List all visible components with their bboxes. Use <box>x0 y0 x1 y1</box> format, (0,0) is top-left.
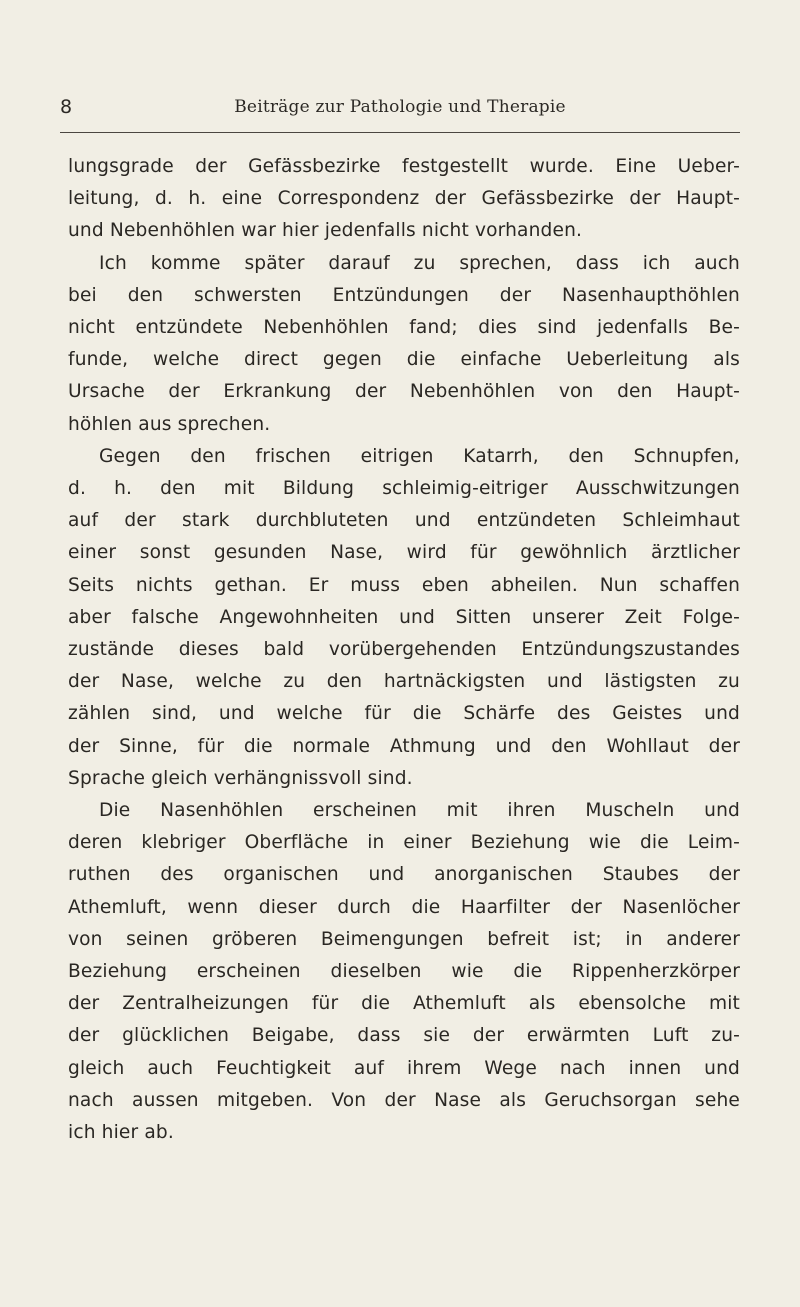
text-line: deren klebriger Oberfläche in einer Beziehung wie die Leim- <box>68 832 740 854</box>
text-line: zustände dieses bald vorübergehenden Entzündungszustandes <box>68 639 740 661</box>
paragraph <box>68 795 740 1149</box>
text-line: Beziehung erscheinen dieselben wie die Rippenherzkörper <box>68 961 740 983</box>
text-line: leitung, d. h. eine Correspondenz der Gefässbezirke der Haupt- <box>68 188 740 210</box>
text-line: nicht entzündete Nebenhöhlen fand; dies sind jedenfalls Be- <box>68 317 740 339</box>
text-line: höhlen aus sprechen. <box>68 413 271 435</box>
text-line: und Nebenhöhlen war hier jedenfalls nicht vorhanden. <box>68 220 583 242</box>
text-line: der Nase, welche zu den hartnäckigsten und lästigsten zu <box>68 671 740 693</box>
text-line: einer sonst gesunden Nase, wird für gewöhnlich ärztlicher <box>68 542 740 564</box>
text-line: Ich komme später darauf zu sprechen, dass ich auch <box>99 252 740 274</box>
page-header <box>60 96 740 130</box>
text-line: Athemluft, wenn dieser durch die Haarfilter der Nasenlöcher <box>68 896 740 918</box>
running-head: Beiträge zur Pathologie und Therapie <box>234 97 566 117</box>
text-line: d. h. den mit Bildung schleimig-eitriger Ausschwitzungen <box>68 478 740 500</box>
paragraph <box>68 248 740 441</box>
text-line: bei den schwersten Entzündungen der Nasenhaupthöhlen <box>68 284 740 306</box>
text-line: nach aussen mitgeben. Von der Nase als Geruchsorgan sehe <box>68 1089 740 1111</box>
text-line: Seits nichts gethan. Er muss eben abheilen. Nun schaffen <box>68 574 740 596</box>
paragraph <box>68 151 740 248</box>
text-line: ich hier ab. <box>68 1122 174 1144</box>
text-line: aber falsche Angewohnheiten und Sitten unserer Zeit Folge- <box>68 606 740 628</box>
text-line: ruthen des organischen und anorganischen Staubes der <box>68 864 740 886</box>
text-line: Sprache gleich verhängnissvoll sind. <box>68 767 413 789</box>
text-line: zählen sind, und welche für die Schärfe des Geistes und <box>68 703 740 725</box>
text-line: von seinen gröberen Beimengungen befreit ist; in anderer <box>68 928 740 950</box>
text-line: der Zentralheizungen für die Athemluft als ebensolche mit <box>68 993 740 1015</box>
text-line: gleich auch Feuchtigkeit auf ihrem Wege nach innen und <box>68 1057 740 1079</box>
text-line: der glücklichen Beigabe, dass sie der erwärmten Luft zu- <box>68 1025 740 1047</box>
paragraph <box>68 441 740 795</box>
text-line: Gegen den frischen eitrigen Katarrh, den Schnupfen, <box>99 445 740 467</box>
page-number: 8 <box>60 96 73 118</box>
text-line: auf der stark durchbluteten und entzündeten Schleimhaut <box>68 510 740 532</box>
text-line: lungsgrade der Gefässbezirke festgestellt wurde. Eine Ueber- <box>68 156 740 177</box>
header-rule <box>60 132 740 133</box>
text-line: funde, welche direct gegen die einfache Ueberleitung als <box>68 349 740 371</box>
body-text <box>68 151 740 1149</box>
text-line: der Sinne, für die normale Athmung und den Wohllaut der <box>68 735 740 757</box>
text-line: Die Nasenhöhlen erscheinen mit ihren Muscheln und <box>99 800 740 822</box>
text-line: Ursache der Erkrankung der Nebenhöhlen von den Haupt- <box>68 381 740 403</box>
